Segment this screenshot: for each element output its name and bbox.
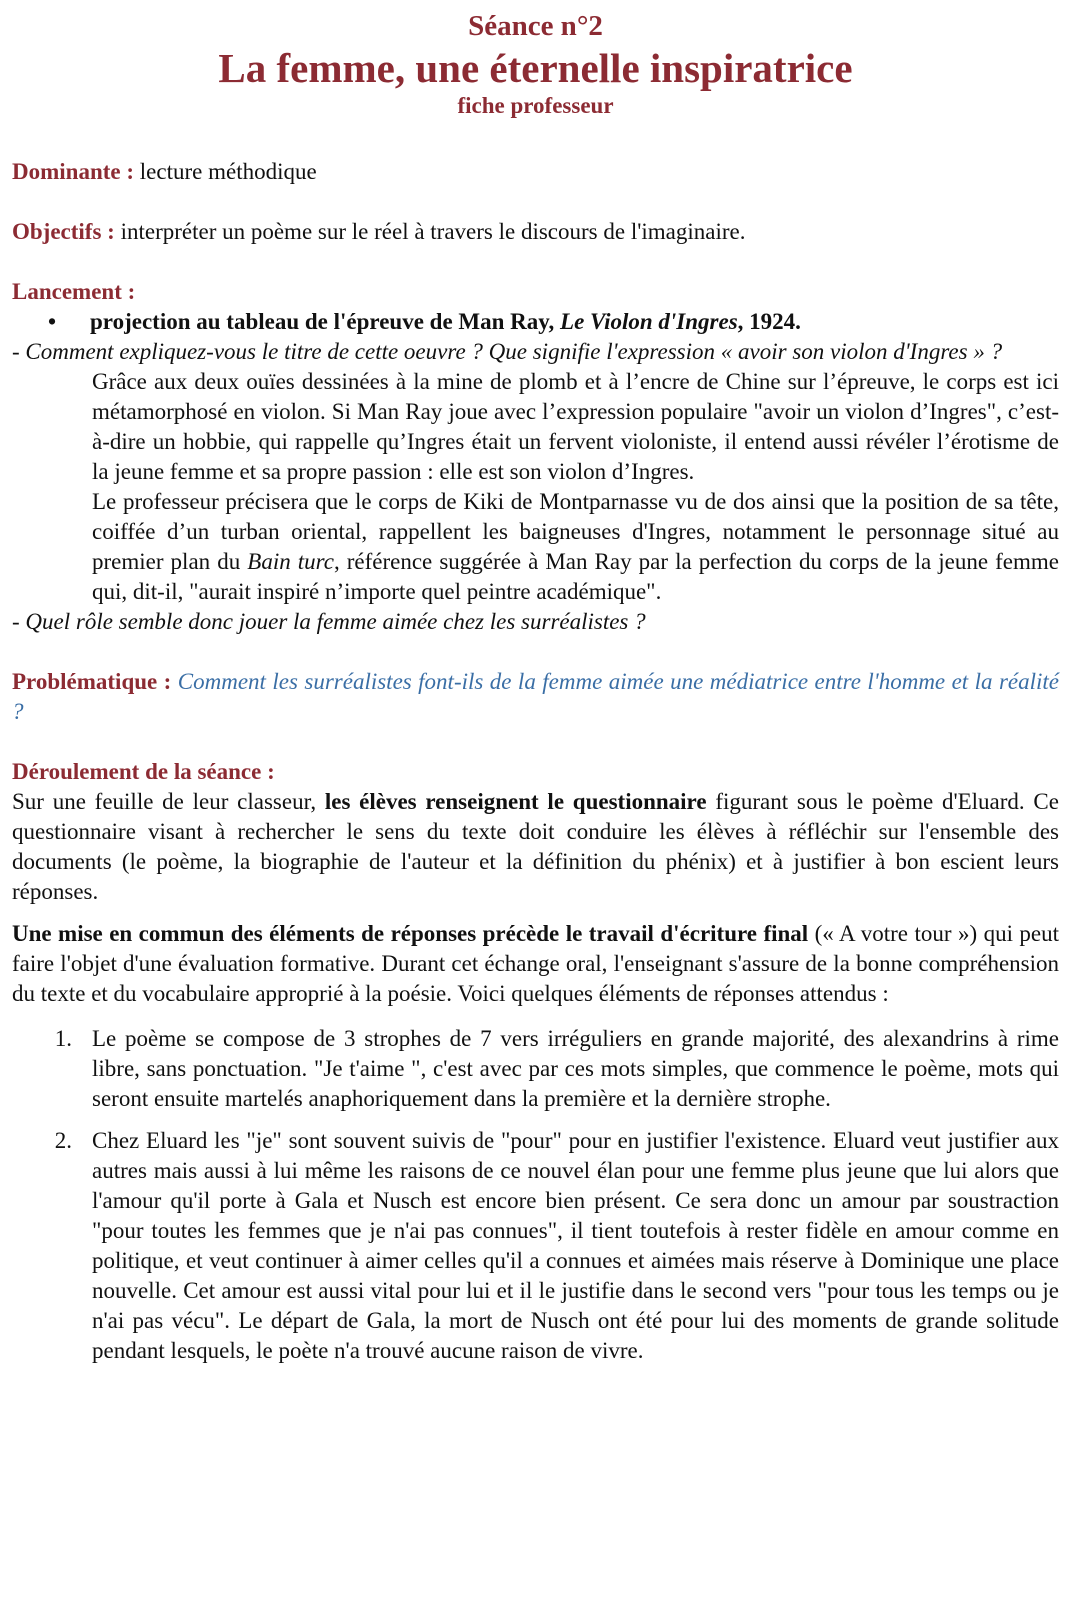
question-2: - Quel rôle semble donc jouer la femme aimée chez les surréalistes ? — [12, 609, 646, 634]
list-item-number: 1. — [54, 1026, 72, 1051]
list-item — [12, 1024, 1059, 1114]
expected-answers-list — [12, 1024, 1059, 1366]
deroulement-p1-a: Sur une feuille de leur classeur, — [12, 789, 325, 814]
answer-paragraph-2 — [12, 487, 1059, 607]
answer-paragraph-2-a: Le professeur précisera que le corps de Kiki de Montparnasse vu de dos ainsi que la position de sa tête, coiffée d’un turban oriental, rappellent les baigneuses d'Ingres, notamment le personnage situé au premier plan du — [92, 489, 1059, 574]
deroulement-p1-b: figurant sous le poème d'Eluard. Ce questionnaire visant à rechercher le sens du texte doit conduire les élèves à réfléchir sur l'ensemble des documents (le poème, la biographie de l'auteur et la définition du phénix) et à justifier à bon escient leurs réponses. — [12, 789, 1059, 904]
session-number: Séance n°2 — [468, 10, 603, 42]
deroulement-p1-bold: les élèves renseignent le questionnaire — [324, 789, 707, 814]
document-header — [12, 8, 1059, 120]
dominante-label: Dominante : — [12, 159, 135, 184]
objectifs-section — [12, 217, 1059, 247]
bullet-year: , 1924. — [737, 309, 801, 334]
deroulement-label: Déroulement de la séance : — [12, 759, 275, 784]
problematique-label: Problématique : — [12, 669, 172, 694]
list-item-text: Chez Eluard les "je" sont souvent suivis de "pour" pour en justifier l'existence. Eluard veut justifier aux autres mais aussi à lui même les raisons de ce nouvel élan pour une femme plus jeune que lui alors que l'amour qu'il porte à Gala et Nusch est encore bien présent. Ce sera donc un amour par soustraction "pour toutes les femmes que je n'ai pas connues", il tient toutefois à rester fidèle en amour comme en politique, et veut continuer à aimer celles qu'il a connues et aimées mais réserve à Dominique une place nouvelle. Cet amour est aussi vital pour lui et il le justifie dans le second vers "pour tous les temps ou je n'ai pas vécu". Le départ de Gala, la mort de Nusch ont été pour lui des moments de grande solitude pendant lesquels, le poète n'a trouvé aucune raison de vivre. — [92, 1128, 1059, 1363]
objectifs-text: interpréter un poème sur le réel à travers le discours de l'imaginaire. — [114, 219, 746, 244]
deroulement-paragraph-1 — [12, 787, 1059, 907]
document-subtitle: fiche professeur — [457, 93, 614, 118]
bullet-text: projection au tableau de l'épreuve de Man Ray, — [90, 309, 561, 334]
problematique-section — [12, 667, 1059, 727]
document-title: La femme, une éternelle inspiratrice — [218, 45, 853, 91]
deroulement-p2-bold: Une mise en commun des éléments de réponses précède le travail d'écriture final — [12, 921, 809, 946]
deroulement-p2-rest: (« A votre tour ») qui peut faire l'objet d'une évaluation formative. Durant cet échange oral, l'enseignant s'assure de la bonne compréhension du texte et du vocabulaire approprié à la poésie. Voici quelques éléments de réponses attendus : — [12, 921, 1059, 1006]
dominante-text: lecture méthodique — [134, 159, 317, 184]
problematique-text: Comment les surréalistes font-ils de la femme aimée une médiatrice entre l'homme et la réalité ? — [12, 669, 1059, 724]
answer-paragraph-1: Grâce aux deux ouïes dessinées à la mine de plomb et à l’encre de Chine sur l’épreuve, le corps est ici métamorphosé en violon. Si Man Ray joue avec l’expression populaire "avoir un violon d’Ingres", c’est-à-dire un hobbie, qui rappelle qu’Ingres était un fervent violoniste, il entend aussi révéler l’érotisme de la jeune femme et sa propre passion : elle est son violon d’Ingres. — [92, 369, 1059, 484]
artwork-title: Le Violon d'Ingres — [560, 309, 738, 334]
lancement-label: Lancement : — [12, 279, 136, 304]
list-item — [12, 1126, 1059, 1366]
deroulement-section — [12, 757, 1059, 1366]
list-item-number: 2. — [54, 1128, 72, 1153]
bullet-icon: • — [48, 309, 57, 334]
dominante-section — [12, 157, 1059, 187]
question-1: - Comment expliquez-vous le titre de cette oeuvre ? Que signifie l'expression « avoir son violon d'Ingres » ? — [12, 339, 1003, 364]
answer-paragraph-2-b: , référence suggérée à Man Ray par la perfection du corps de la jeune femme qui, dit-il, "aurait inspiré n’importe quel peintre académique". — [92, 549, 1059, 604]
lancement-section — [12, 277, 1059, 637]
deroulement-paragraph-2 — [12, 919, 1059, 1009]
bain-turc-title: Bain turc — [247, 549, 334, 574]
list-item-text: Le poème se compose de 3 strophes de 7 vers irréguliers en grande majorité, des alexandrins à rime libre, sans ponctuation. "Je t'aime ", c'est avec par ces mots simples, que commence le poème, mots qui seront ensuite martelés anaphoriquement dans la première et la dernière strophe. — [92, 1026, 1059, 1111]
lancement-bullet — [12, 307, 1059, 337]
objectifs-label: Objectifs : — [12, 219, 115, 244]
